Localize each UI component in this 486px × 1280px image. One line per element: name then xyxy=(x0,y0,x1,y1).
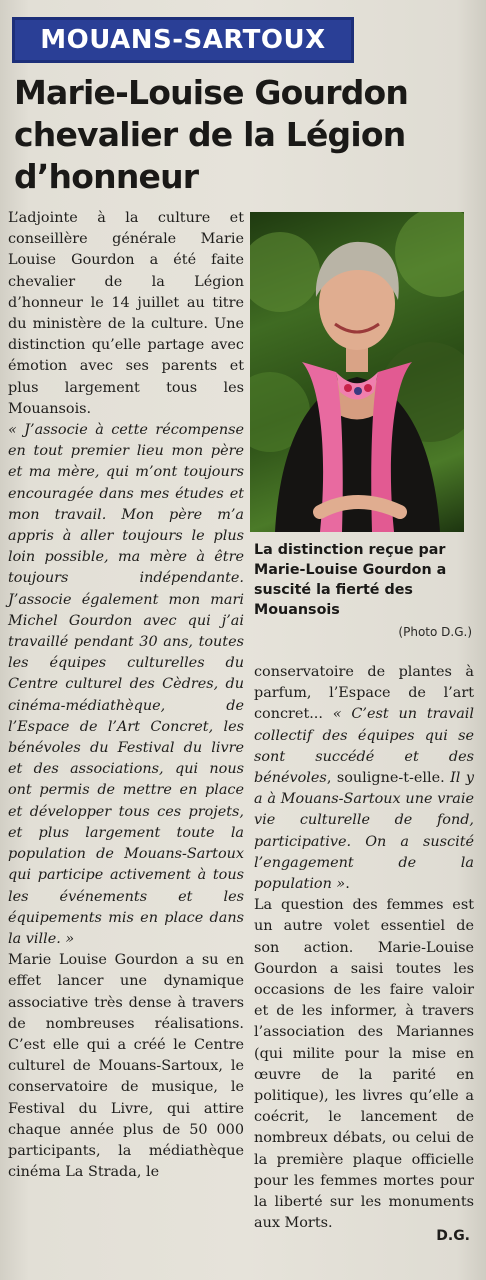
quote-fragment-2: Il y a à Mouans-Sartoux une vraie vie culturelle de fond, participative. On a suscité l’engagement de la population » xyxy=(254,770,474,893)
article-headline: Marie-Louise Gourdon chevalier de la Légion d’honneur xyxy=(14,73,409,196)
author-signature: D.G. xyxy=(436,1228,470,1244)
article-column-left xyxy=(8,208,244,1183)
attribution-text: , souligne-t-elle. xyxy=(326,770,451,787)
portrait-illustration xyxy=(250,212,464,532)
photo-caption: La distinction reçue par Marie-Louise Gourdon a suscité la fierté des Mouansois xyxy=(254,542,447,618)
section-title: MOUANS-SARTOUX xyxy=(40,25,326,55)
article-column-right xyxy=(254,662,474,1234)
quote-paragraph: « J’associe à cette récompense en tout premier lieu mon père et ma mère, qui m’ont toujours encouragée dans mes études et mon travail. Mon père m’a appris à aller toujours le plus loin possible, ma mère à être toujours indépendante. J’associe également mon mari Michel Gourdon avec qui j’ai travaillé pendant 30 ans, toutes les équipes culturelles du Centre culturel des Cèdres, du cinéma-médiathèque, de l’Espace de l’Art Concret, les bénévoles du Festival du livre et des associations, qui nous ont permis de mettre en place et développer tous ces projets, et plus largement toute la population de Mouans-Sartoux qui participe activement à tous les événements et les équipements mis en place dans la ville. » xyxy=(8,422,244,947)
intro-paragraph: L’adjointe à la culture et conseillère générale Marie Louise Gourdon a été faite chevalier de la Légion d’honneur le 14 juillet au titre du ministère de la culture. Une distinction qu’elle partage avec émotion avec ses parents et plus largement tous les Mouansois. xyxy=(8,210,244,417)
continuation-paragraph xyxy=(254,662,474,895)
section-banner xyxy=(12,17,354,63)
portrait-photo xyxy=(250,212,464,532)
women-paragraph: La question des femmes est un autre volet essentiel de son action. Marie-Louise Gourdon a saisi toutes les occasions de les faire valoir et de les informer, à travers l’association des Mariannes (qui milite pour la mise en œuvre de la parité en politique), les livres qu’elle a coécrit, le lancement de nombreux débats, ou celui de la première plaque officielle pour les femmes mortes pour la liberté sur les monuments aux Morts. xyxy=(254,897,474,1232)
quote-fragment-1: « C’est un travail collectif des équipes qui se sont succédé et des bénévoles xyxy=(254,706,474,787)
closing-punctuation: . xyxy=(345,876,350,893)
photo-credit: (Photo D.G.) xyxy=(398,625,472,639)
continuation-text: conservatoire de plantes à parfum, l’Espace de l’art concret... xyxy=(254,664,474,723)
body-paragraph: Marie Louise Gourdon a su en effet lancer une dynamique associative très dense à travers de nombreuses réalisations. C’est elle qui a créé le Centre culturel de Mouans-Sartoux, le conservatoire de musique, le Festival du Livre, qui attire chaque année plus de 50 000 participants, la médiathèque cinéma La Strada, le xyxy=(8,952,244,1181)
